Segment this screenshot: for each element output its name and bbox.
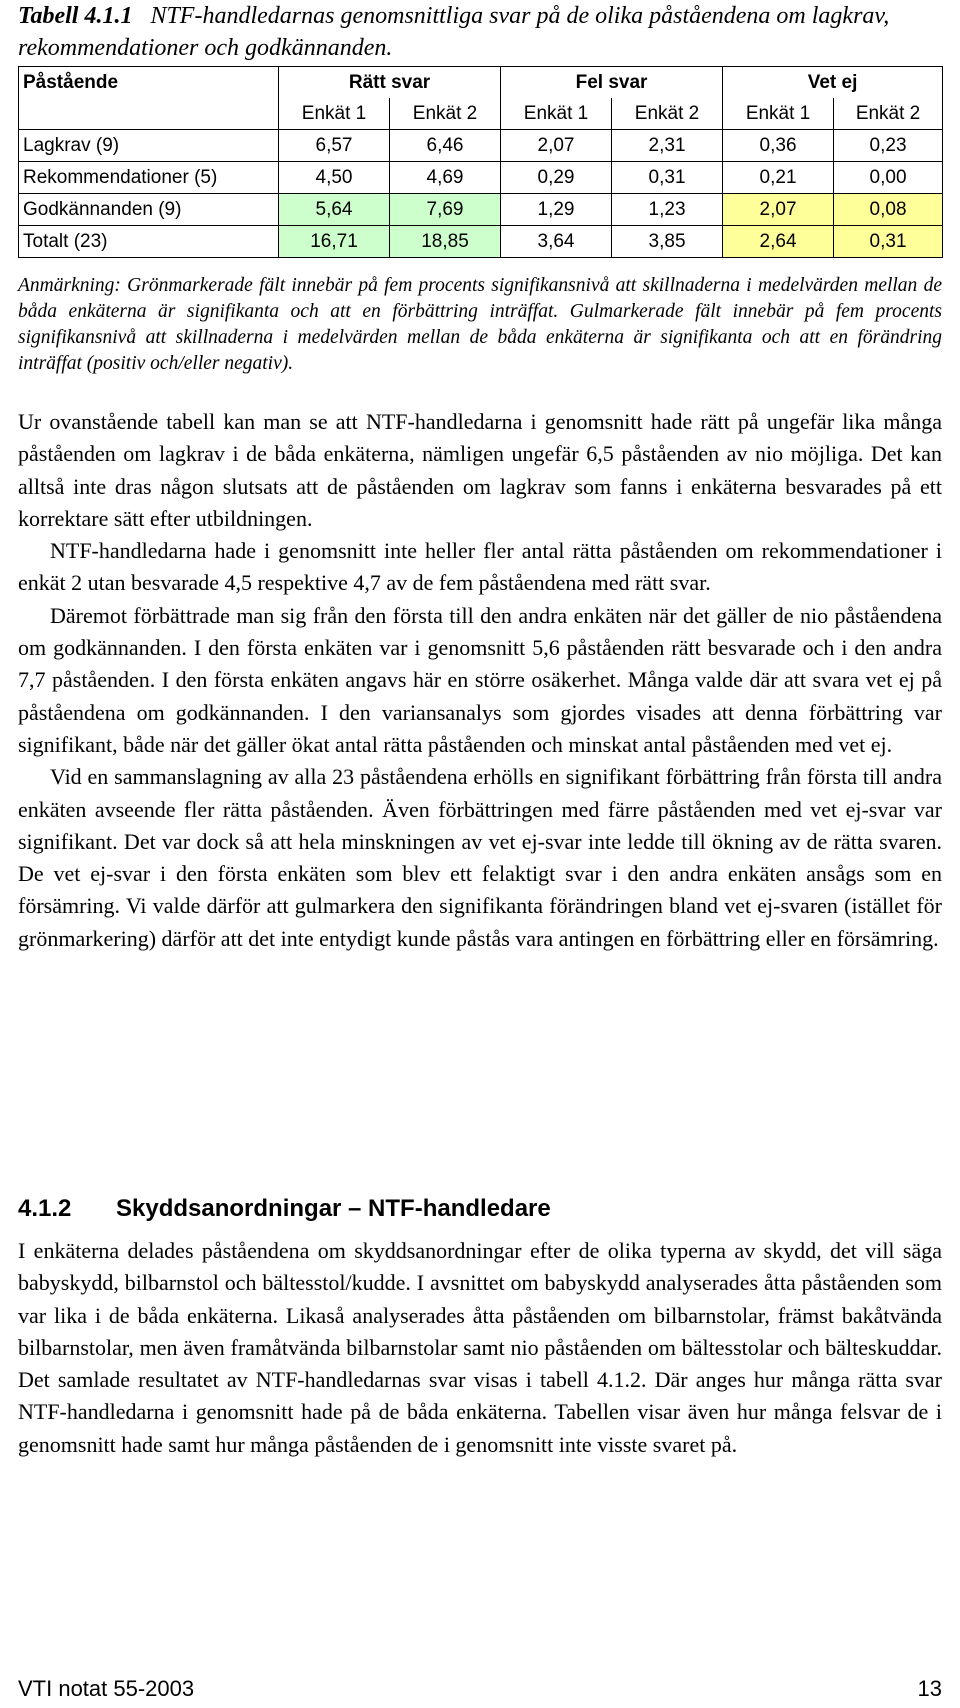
table-cell: 4,50 bbox=[279, 162, 390, 194]
paragraph: I enkäterna delades påståendena om skyddsanordningar efter de olika typerna av skydd, det vill säga babyskydd, bilbarnstol och bältesstol/kudde. I avsnittet om babyskydd analyserades åtta påståenden som var lika i de båda enkäterna. Likaså analyserades åtta påståenden om bilbarnstolar, främst bakåtvända bilbarnstolar, men även framåtvända bilbarnstolar samt nio påståenden om bältesstolar och bälteskuddar. Det samlade resultatet av NTF-handledarnas svar visas i tabell 4.1.2. Där anges hur många rätta svar NTF-handledarna i genomsnitt hade på de båda enkäterna. Tabellen visar även hur många felsvar de i genomsnitt hade samt hur många påståenden de i genomsnitt inte visste svaret på. bbox=[18, 1238, 942, 1457]
row-label: Rekommendationer (5) bbox=[19, 162, 279, 194]
table-cell: 2,07 bbox=[501, 130, 612, 162]
table-cell-green: 18,85 bbox=[390, 226, 501, 258]
paragraph: Däremot förbättrade man sig från den första till den andra enkäten när det gäller de nio påståendena om godkännanden. I den första enkäten var i genomsnitt 5,6 påståenden rätt besvarade och i den andra 7,7 påståenden. I den första enkäten angavs här en större osäkerhet. Många valde där att svara vet ej på påståendena om godkännanden. I den variansanalys som gjordes visades att denna förbättring var signifikant, både när det gäller ökat antal rätta påståenden och minskat antal påståenden med vet ej. bbox=[18, 602, 942, 757]
paragraph: Vid en sammanslagning av alla 23 påståendena erhölls en signifikant förbättring från första till andra enkäten avseende fler rätta påståenden. Även förbättringen med färre påståenden med vet ej-svar var signifikant. Det var dock så att hela minskningen av vet ej-svar inte ledde till ökning av de rätta svaren. De vet ej-svar i den första enkäten som blev ett felaktigt svar i den andra enkäten ansågs som en försämring. Vi valde därför att gulmarkera den signifikanta förändringen bland vet ej-svaren (istället för grönmarkering) därför att det inte entydigt kunde påstås vara antingen en förbättring eller en försämring. bbox=[18, 764, 942, 951]
table-cell: 4,69 bbox=[390, 162, 501, 194]
row-label: Lagkrav (9) bbox=[19, 130, 279, 162]
table-cell: 0,31 bbox=[612, 162, 723, 194]
header-wrong: Fel svar bbox=[501, 67, 723, 99]
table-cell: 3,64 bbox=[501, 226, 612, 258]
table-cell: 0,21 bbox=[723, 162, 834, 194]
table-subheader-row bbox=[19, 98, 943, 130]
table-cell-yellow: 2,64 bbox=[723, 226, 834, 258]
header-survey2: Enkät 2 bbox=[834, 98, 943, 130]
row-label: Godkännanden (9) bbox=[19, 194, 279, 226]
section-title: Skyddsanordningar – NTF-handledare bbox=[116, 1195, 551, 1222]
table-caption-text: NTF-handledarnas genomsnittliga svar på de olika påståendena om lagkrav, rekommendationer och godkännanden. bbox=[18, 3, 890, 61]
table-row bbox=[19, 162, 943, 194]
table-cell: 1,29 bbox=[501, 194, 612, 226]
section-body bbox=[18, 1235, 942, 1461]
table-row bbox=[19, 130, 943, 162]
header-unknown: Vet ej bbox=[723, 67, 943, 99]
header-survey2: Enkät 2 bbox=[390, 98, 501, 130]
header-survey2: Enkät 2 bbox=[612, 98, 723, 130]
table-caption-number: Tabell 4.1.1 bbox=[18, 3, 133, 29]
header-survey1: Enkät 1 bbox=[501, 98, 612, 130]
header-empty bbox=[19, 98, 279, 130]
table-cell-yellow: 0,31 bbox=[834, 226, 943, 258]
table-header-row bbox=[19, 67, 943, 99]
table-cell: 2,31 bbox=[612, 130, 723, 162]
table-cell: 3,85 bbox=[612, 226, 723, 258]
table-caption bbox=[18, 0, 942, 64]
header-survey1: Enkät 1 bbox=[723, 98, 834, 130]
footer-publication: VTI notat 55-2003 bbox=[18, 1676, 195, 1701]
table-row bbox=[19, 194, 943, 226]
table-cell: 1,23 bbox=[612, 194, 723, 226]
table-cell-green: 5,64 bbox=[279, 194, 390, 226]
row-label: Totalt (23) bbox=[19, 226, 279, 258]
section-heading bbox=[18, 1193, 942, 1225]
page-number: 13 bbox=[917, 1676, 942, 1701]
header-statement: Påstående bbox=[19, 67, 279, 99]
paragraph: NTF-handledarna hade i genomsnitt inte heller fler antal rätta påståenden om rekommendationer i enkät 2 utan besvarade 4,5 respektive 4,7 av de fem påståendena med rätt svar. bbox=[18, 538, 942, 596]
table-cell-yellow: 0,08 bbox=[834, 194, 943, 226]
table-cell: 6,46 bbox=[390, 130, 501, 162]
table-cell: 0,29 bbox=[501, 162, 612, 194]
section-number: 4.1.2 bbox=[18, 1195, 72, 1222]
table-row bbox=[19, 226, 943, 258]
results-table bbox=[18, 66, 943, 258]
table-cell: 0,23 bbox=[834, 130, 943, 162]
table-note: Anmärkning: Grönmarkerade fält innebär på fem procents signifikansnivå att skillnaderna i medelvärden mellan de båda enkäterna är signifikanta och att en förbättring inträffat. Gulmarkerade fält innebär på fem procents signifikansnivå att skillnaderna i medelvärden mellan de båda enkäterna är signifikanta och att en förändring inträffat (positiv och/eller negativ). bbox=[18, 275, 942, 374]
header-correct: Rätt svar bbox=[279, 67, 501, 99]
table-cell: 0,36 bbox=[723, 130, 834, 162]
paragraph: Ur ovanstående tabell kan man se att NTF-handledarna i genomsnitt hade rätt på ungefär lika många påståenden om lagkrav i de båda enkäterna, nämligen ungefär 6,5 påståenden av nio möjliga. Det kan alltså inte dras någon slutsats att de påståenden om lagkrav som fanns i enkäterna besvarades på ett korrektare sätt efter utbildningen. bbox=[18, 409, 942, 531]
table-cell: 6,57 bbox=[279, 130, 390, 162]
body-text bbox=[18, 406, 942, 955]
table-cell-yellow: 2,07 bbox=[723, 194, 834, 226]
header-survey1: Enkät 1 bbox=[279, 98, 390, 130]
table-cell-green: 16,71 bbox=[279, 226, 390, 258]
table-cell: 0,00 bbox=[834, 162, 943, 194]
table-cell-green: 7,69 bbox=[390, 194, 501, 226]
